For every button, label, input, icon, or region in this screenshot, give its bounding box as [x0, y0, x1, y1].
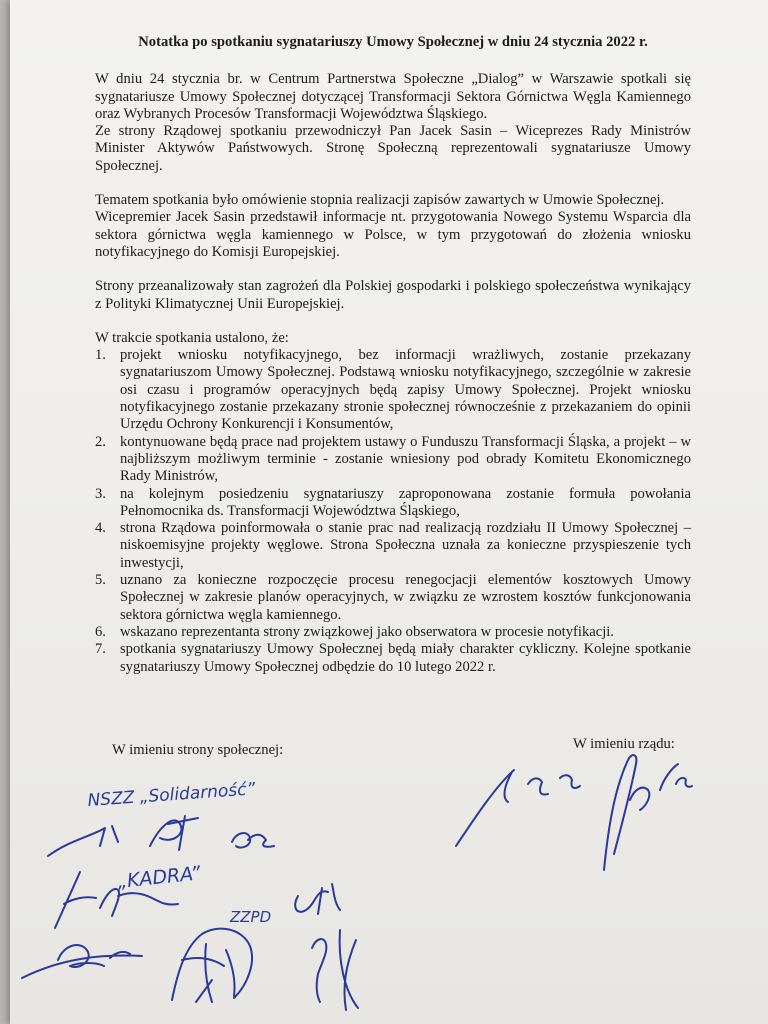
list-item-text: wskazano reprezentanta strony związkowej jako obserwatora w procesie notyfikacji.: [120, 623, 614, 640]
list-item-number: 2.: [95, 433, 106, 450]
list-item-text: strona Rządowa poinformowała o stanie prac nad realizacją rozdziału II Umowy Społecznej – niskoemisyjne projekty węglowe. Strona Społeczna uznała za konieczne przyspieszenie tych inwestycji,: [120, 520, 691, 571]
signature-scribble-1: [48, 816, 198, 856]
list-item-text: projekt wniosku notyfikacyjnego, bez informacji wrażliwych, zostanie przekazany sygnatariuszom Umowy Społecznej. Podstawą wniosku notyfikacyjnego, szczególnie w zakresie osi czasu i programów operacyjnych będą zapisy Umowy Społecznej. Projekt wniosku notyfikacyjnego zostanie przekazany stronie społecznej równocześnie z przekazaniem do opinii Urzędu Ochrony Konkurencji i Konsumentów,: [120, 347, 691, 433]
list-item-number: 7.: [95, 641, 106, 658]
handwritten-kadra: „KADRA”: [116, 862, 202, 893]
list-item-text: kontynuowane będą prace nad projektem ustawy o Funduszu Transformacji Śląska, a projekt – w najbliższym możliwym terminie - zostanie wniesiony pod obrady Komitetu Ekonomicznego Rady Ministrów,: [120, 433, 691, 485]
paragraph-findings-intro: W trakcie spotkania ustalono, że:: [95, 329, 289, 346]
list-item-number: 4.: [95, 520, 106, 537]
list-item-number: 5.: [95, 572, 106, 589]
signature-scribble-2: [232, 833, 274, 848]
document-title: Notatka po spotkaniu sygnatariuszy Umowy Społecznej w dniu 24 stycznia 2022 r.: [138, 34, 648, 50]
social-side-label: W imieniu strony społecznej:: [112, 742, 284, 758]
list-item-text: uznano za konieczne rozpoczęcie procesu renegocjacji elementów kosztowych Umowy Społecznej w zakresie planów operacyjnych, w związku ze wzrostem kosztów funkcjonowania sektora górnictwa węgla kamiennego.: [120, 572, 691, 623]
signature-scribble-6: [22, 945, 142, 978]
government-signature: [456, 755, 692, 870]
signature-scribble-4: [100, 889, 178, 916]
government-side-label: W imieniu rządu:: [573, 736, 675, 752]
signature-scribble-3: [55, 872, 96, 928]
handwritten-zzpd: ZZPD: [230, 908, 272, 926]
paragraph-topic: Tematem spotkania było omówienie stopnia realizacji zapisów zawartych w Umowie Społecznej.: [95, 192, 665, 209]
signature-scribble-8: [312, 930, 358, 1010]
list-item-text: spotkania sygnatariuszy Umowy Społecznej będą miały charakter cykliczny. Kolejne spotkanie sygnatariuszy Umowy Społecznej odbędzie do 10 lutego 2022 r.: [120, 641, 691, 675]
handwritten-union-name: NSZZ „Solidarność”: [86, 779, 256, 811]
paragraph-vice-premier: Wicepremier Jacek Sasin przedstawił informacje nt. przygotowania Nowego Systemu Wsparcia dla sektora górnictwa węgla kamiennego w Polsce, w tym przygotowań do złożenia wniosku notyfikacyjnego do Komisji Europejskiej.: [95, 209, 691, 260]
paragraph-meeting-intro: W dniu 24 stycznia br. w Centrum Partnerstwa Społeczne „Dialog” w Warszawie spotkali się sygnatariusze Umowy Społecznej dotyczącej Transformacji Sektora Górnictwa Węgla Kamiennego oraz Wybranych Procesów Transformacji Województwa Śląskiego.: [95, 71, 691, 122]
signature-scribble-5: [295, 884, 340, 914]
list-item-number: 3.: [95, 485, 106, 502]
list-item-text: na kolejnym posiedzeniu sygnatariuszy zaproponowana zostanie formuła powołania Pełnomocnika ds. Transformacji Województwa Śląskiego,: [120, 485, 691, 519]
paragraph-representatives: Ze strony Rządowej spotkaniu przewodniczył Pan Jacek Sasin – Wiceprezes Rady Ministrów Minister Aktywów Państwowych. Stronę Społeczną reprezentowali sygnatariusze Umowy Społecznej.: [95, 123, 691, 174]
list-item-number: 6.: [95, 623, 106, 640]
paragraph-threats: Strony przeanalizowały stan zagrożeń dla Polskiej gospodarki i polskiego społeczeństwa wynikający z Polityki Klimatycznej Unii Europejskiej.: [95, 278, 691, 312]
list-item-number: 1.: [95, 347, 106, 364]
signature-scribble-7: [172, 929, 252, 1002]
